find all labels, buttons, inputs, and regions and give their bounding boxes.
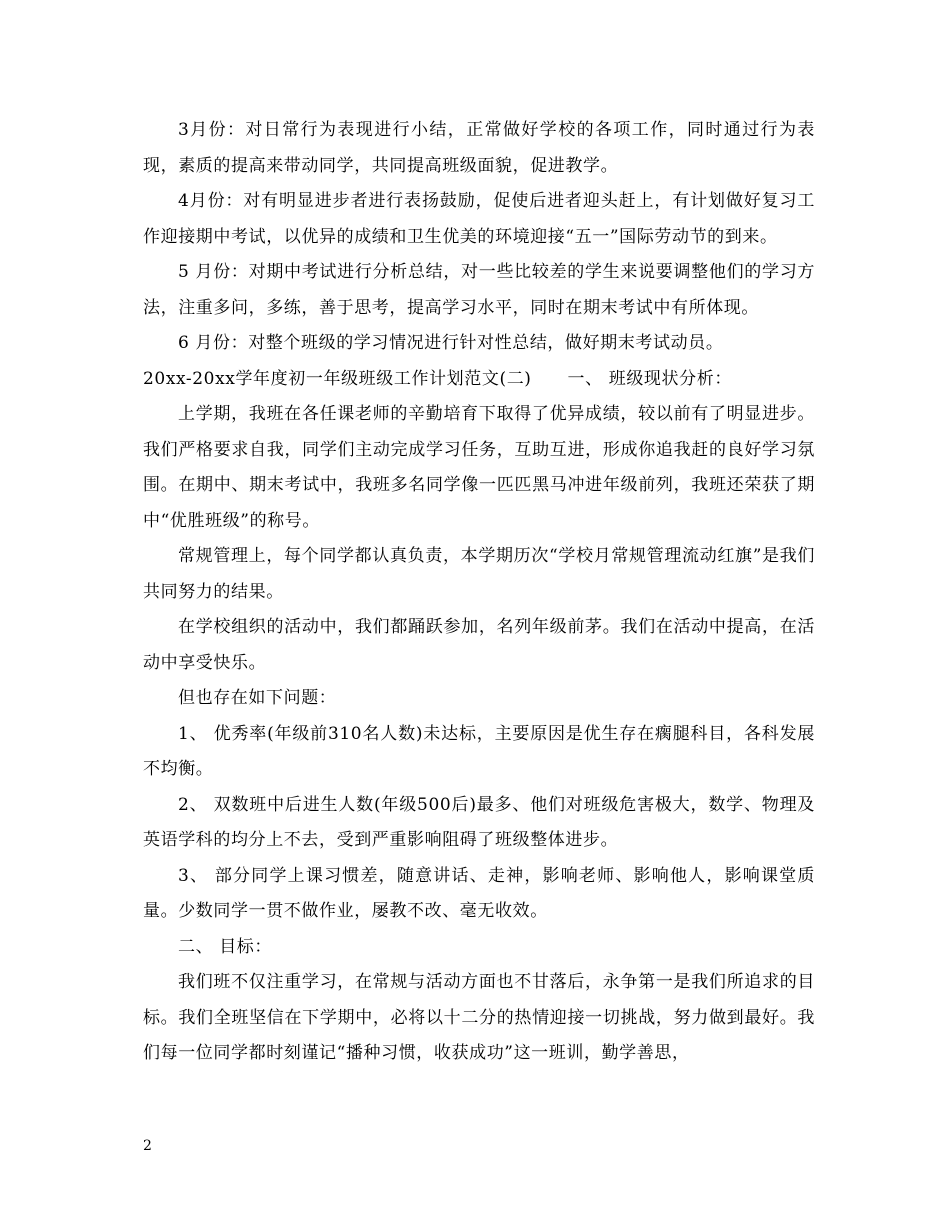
page-number: 2 — [143, 1138, 152, 1154]
document-body — [143, 113, 815, 1072]
paragraph-april: 4月份：对有明显进步者进行表扬鼓励，促使后进者迎头赶上，有计划做好复习工作迎接期中考试，以优异的成绩和卫生优美的环境迎接“五一”国际劳动节的到来。 — [143, 191, 815, 247]
paragraph-problem-3: 3、 部分同学上课习惯差，随意讲话、走神，影响老师、影响他人，影响课堂质量。少数同学一贯不做作业，屡教不改、毫无收效。 — [143, 865, 815, 921]
section-heading-situation: 一、 班级现状分析： — [567, 368, 732, 389]
paragraph-june: 6 月份：对整个班级的学习情况进行针对性总结，做好期末考试动员。 — [178, 333, 724, 353]
paragraph-problem-1: 1、 优秀率(年级前310名人数)未达标，主要原因是优生存在瘸腿科目，各科发展不均衡。 — [143, 723, 815, 779]
document-title: 20xx-20xx学年度初一年级班级工作计划范文(二) — [143, 368, 532, 389]
paragraph-goals: 我们班不仅注重学习，在常规与活动方面也不甘落后，永争第一是我们所追求的目标。我们全班坚信在下学期中，必将以十二分的热情迎接一切挑战，努力做到最好。我们每一位同学都时刻谨记“播种习惯，收获成功”这一班训，勤学善思， — [143, 972, 815, 1063]
paragraph-problems-intro: 但也存在如下问题： — [178, 688, 337, 708]
paragraph-routine-management: 常规管理上，每个同学都认真负责，本学期历次“学校月常规管理流动红旗”是我们共同努力的结果。 — [143, 546, 815, 602]
paragraph-last-semester: 上学期，我班在各任课老师的辛勤培育下取得了优异成绩，较以前有了明显进步。我们严格要求自我，同学们主动完成学习任务，互助互进，形成你追我赶的良好学习氛围。在期中、期末考试中，我班多名同学像一匹匹黑马冲进年级前列，我班还荣获了期中“优胜班级”的称号。 — [143, 404, 815, 531]
section-heading-line — [143, 362, 815, 398]
paragraph-may: 5 月份：对期中考试进行分析总结，对一些比较差的学生来说要调整他们的学习方法，注重多问，多练，善于思考，提高学习水平，同时在期末考试中有所体现。 — [143, 262, 815, 318]
paragraph-march: 3月份：对日常行为表现进行小结，正常做好学校的各项工作，同时通过行为表现，素质的提高来带动同学，共同提高班级面貌，促进教学。 — [143, 120, 815, 176]
paragraph-problem-2: 2、 双数班中后进生人数(年级500后)最多、他们对班级危害极大，数学、物理及英语学科的均分上不去，受到严重影响阻碍了班级整体进步。 — [143, 794, 815, 850]
section-heading-goals: 二、 目标： — [178, 936, 273, 957]
paragraph-activities: 在学校组织的活动中，我们都踊跃参加，名列年级前茅。我们在活动中提高，在活动中享受快乐。 — [143, 617, 815, 673]
